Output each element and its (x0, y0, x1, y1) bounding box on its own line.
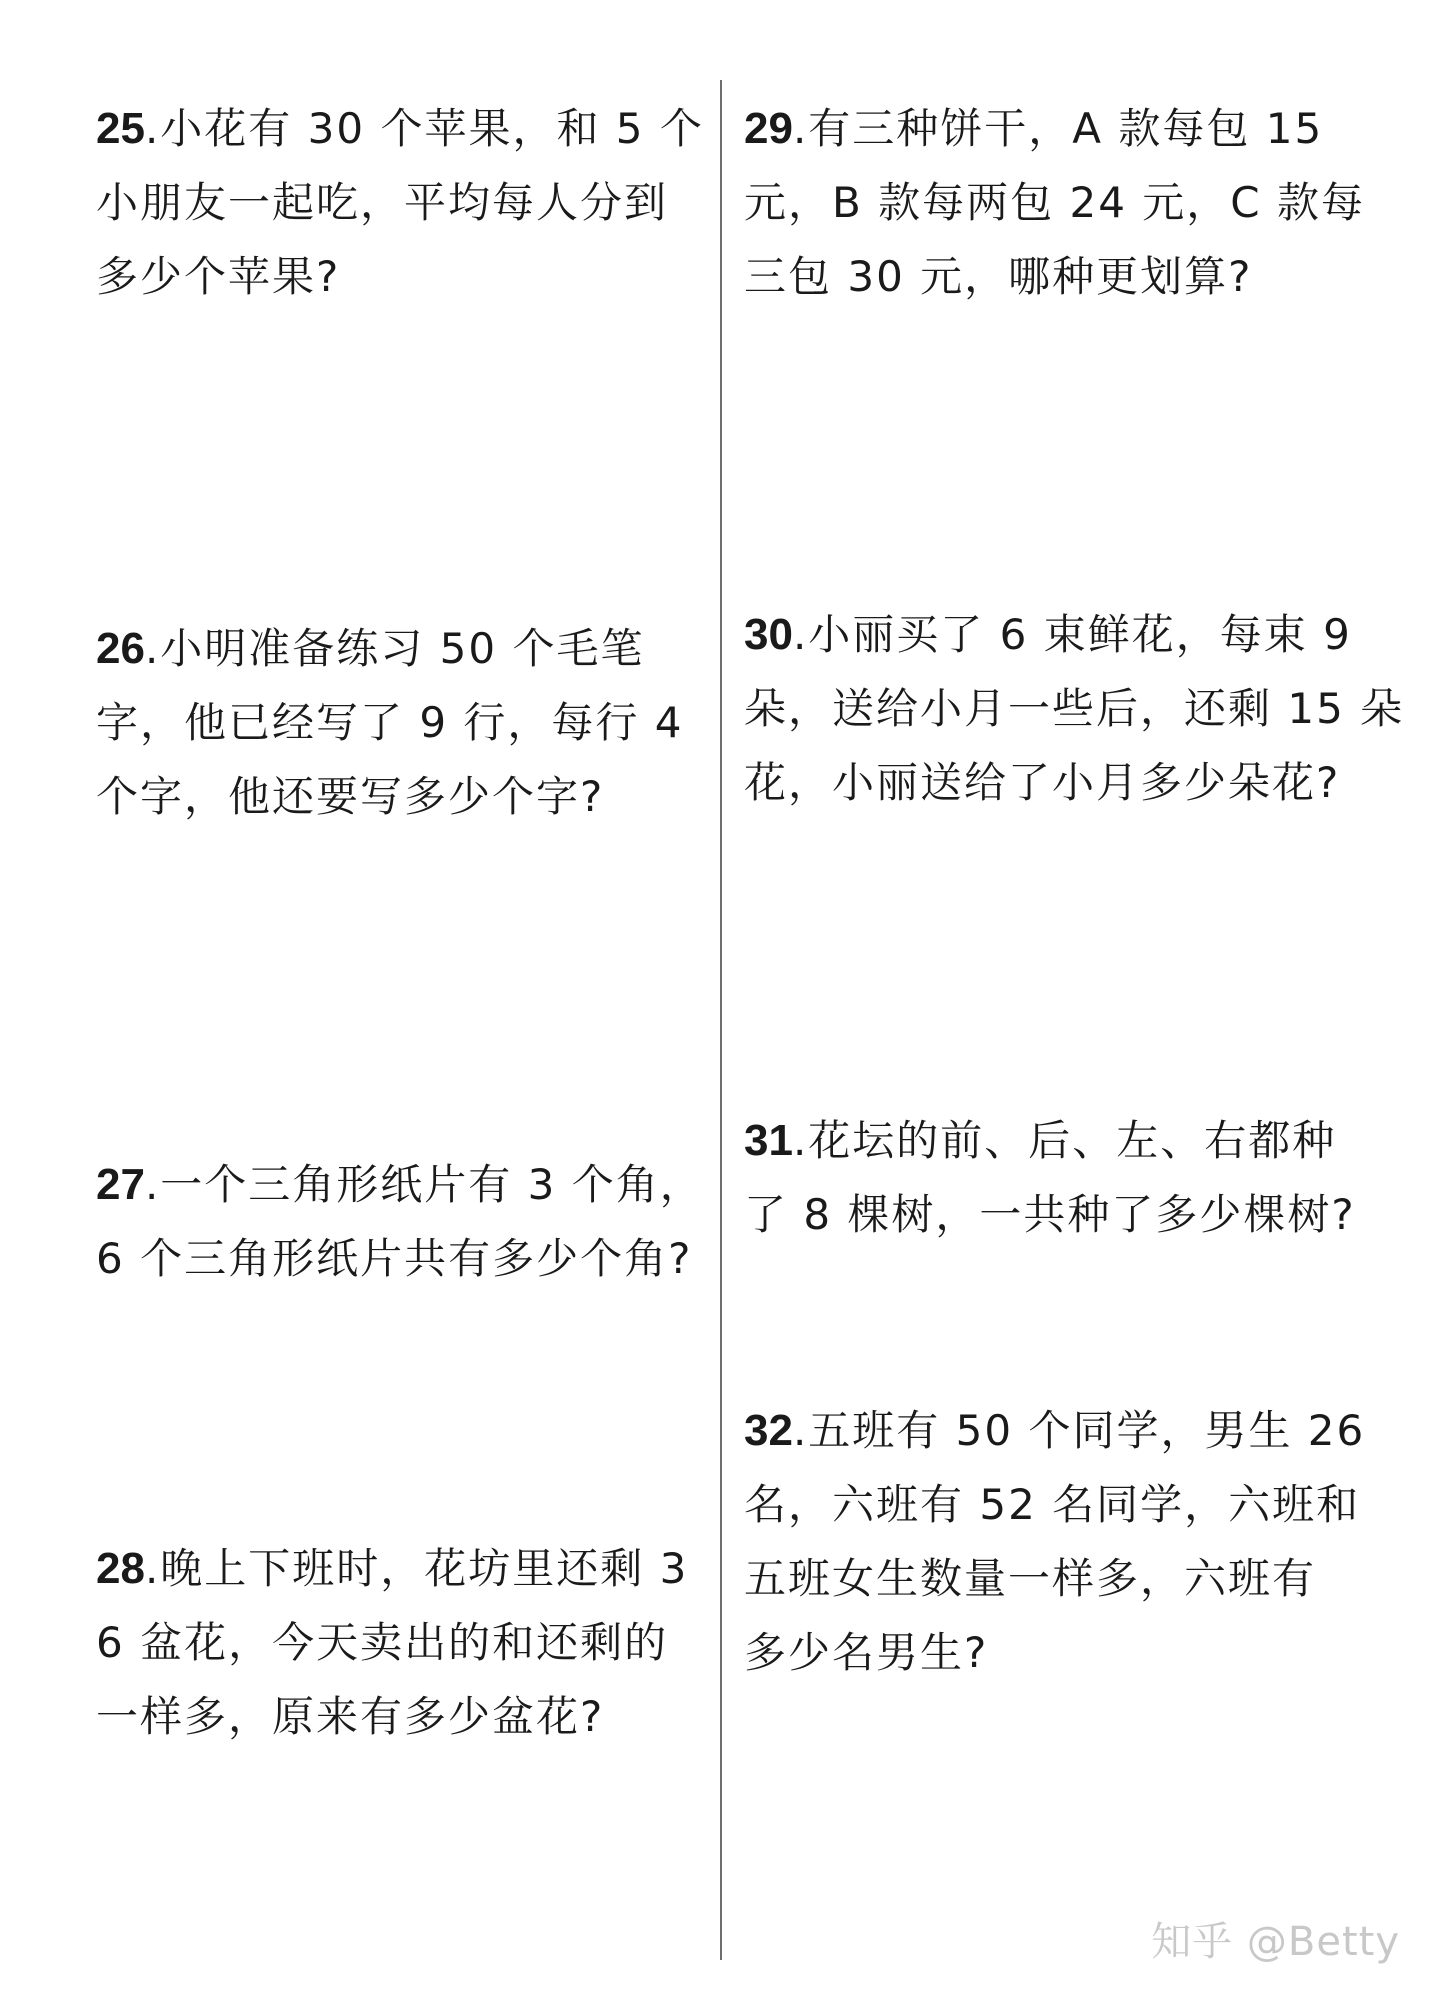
problem-29 (744, 92, 1364, 314)
problem-32-line-3: 五班女生数量一样多，六班有 (744, 1554, 1317, 1603)
problem-31-number: 31 (744, 1116, 793, 1165)
problem-28-line-3: 一样多，原来有多少盆花? (96, 1692, 605, 1741)
problem-28-number: 28 (96, 1544, 145, 1593)
column-divider (720, 80, 722, 1960)
problem-26 (96, 612, 706, 834)
problem-32-line-2: 名，六班有 52 名同学，六班和 (744, 1480, 1361, 1529)
problem-26-line-2: 字，他已经写了 9 行，每行 4 (96, 698, 684, 747)
problem-30-line-3: 花，小丽送给了小月多少朵花? (744, 758, 1341, 807)
problem-29-line-3: 三包 30 元，哪种更划算? (744, 252, 1253, 301)
problem-32-line-1: 32.五班有 50 个同学，男生 26 (744, 1406, 1366, 1455)
problem-30-number: 30 (744, 610, 793, 659)
problem-27 (96, 1148, 706, 1296)
problem-29-line-2: 元，B 款每两包 24 元，C 款每 (744, 178, 1365, 227)
problem-27-line-1: 27.一个三角形纸片有 3 个角， (96, 1160, 704, 1209)
problem-27-line-2: 6 个三角形纸片共有多少个角? (96, 1234, 693, 1283)
problem-30-line-2: 朵，送给小月一些后，还剩 15 朵 (744, 684, 1405, 733)
problem-25-line-3: 多少个苹果? (96, 252, 341, 301)
problem-30-line-1: 30.小丽买了 6 束鲜花，每束 9 (744, 610, 1352, 659)
problem-30 (744, 598, 1405, 820)
problem-28 (96, 1532, 706, 1754)
problem-26-number: 26 (96, 624, 145, 673)
problem-31 (744, 1104, 1364, 1252)
problem-25-line-2: 小朋友一起吃，平均每人分到 (96, 178, 669, 227)
problem-25-line-1: 25.小花有 30 个苹果，和 5 个 (96, 104, 704, 153)
problem-32-line-4: 多少名男生? (744, 1628, 989, 1677)
problem-32-number: 32 (744, 1406, 793, 1455)
problem-26-line-1: 26.小明准备练习 50 个毛笔 (96, 624, 645, 673)
problem-27-number: 27 (96, 1160, 145, 1209)
problem-29-line-1: 29.有三种饼干，A 款每包 15 (744, 104, 1324, 153)
problem-25-number: 25 (96, 104, 145, 153)
watermark: 知乎 @Betty (1151, 1919, 1400, 1965)
problem-25 (96, 92, 706, 314)
problem-26-line-3: 个字，他还要写多少个字? (96, 772, 605, 821)
problem-28-line-2: 6 盆花，今天卖出的和还剩的 (96, 1618, 669, 1667)
problem-29-number: 29 (744, 104, 793, 153)
problem-32 (744, 1394, 1364, 1690)
problem-31-line-2: 了 8 棵树，一共种了多少棵树? (744, 1190, 1356, 1239)
problem-31-line-1: 31.花坛的前、后、左、右都种 (744, 1116, 1337, 1165)
problem-28-line-1: 28.晚上下班时，花坊里还剩 3 (96, 1544, 689, 1593)
